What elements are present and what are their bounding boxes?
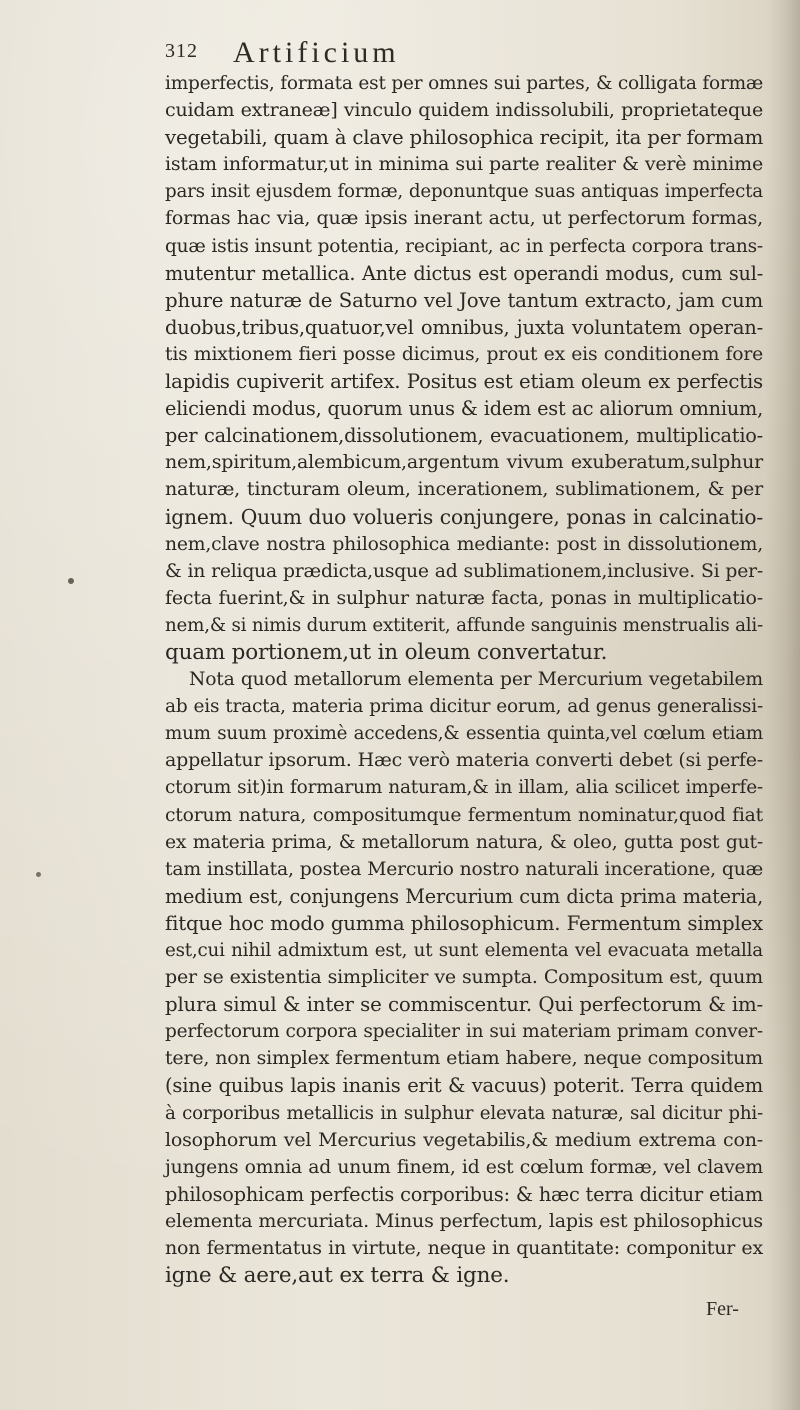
text-line: tam instillata, postea Mercurio nostro naturali inceratione, quæ [165,858,763,880]
text-line: vegetabili, quam à clave philosophica recipit, ita per formam [165,126,764,150]
text-line: non fermentatus in virtute, neque in quantitate: componitur ex [165,1237,763,1260]
page-header [165,36,725,70]
text-line: philosophicam perfectis corporibus: & hæc terra dicitur etiam [165,1182,763,1206]
text-line: appellatur ipsorum. Hæc verò materia converti debet (si perfe- [165,749,763,772]
text-line: tis mixtionem fieri posse dicimus, prout ex eis conditionem fore [165,343,763,365]
ink-spot [36,872,41,877]
text-line: imperfectis, formata est per omnes sui partes, & colligata formæ [165,73,764,94]
text-line: quæ istis insunt potentia, recipiant, ac in perfecta corpora trans- [165,235,763,257]
text-line: ignem. Quum duo volueris conjungere, ponas in calcinatio- [165,504,763,529]
text-line: mutentur metallica. Ante dictus est operandi modus, cum sul- [165,261,763,285]
page-number: 312 [165,40,198,62]
text-line: mum suum proximè accedens,& essentia quinta,vel cœlum etiam [165,723,763,745]
paragraph-1 [165,70,763,666]
text-line: naturæ, tincturam oleum, incerationem, sublimationem, & per [165,478,763,501]
text-line: quam portionem,ut in oleum convertatur. [165,639,608,665]
text-line: est,cui nihil admixtum est, ut sunt elementa vel evacuata metalla [165,940,763,961]
text-line: (sine quibus lapis inanis erit & vacuus) poterit. Terra quidem [165,1074,763,1098]
running-title: Artificium [233,36,400,69]
text-line: igne & aere,aut ex terra & igne. [165,1263,510,1289]
text-line: fitque hoc modo gumma philosophicum. Fermentum simplex [165,911,763,935]
text-line: cuidam extraneæ] vinculo quidem indissolubili, proprietateque [165,99,763,122]
text-line: duobus,tribus,quatuor,vel omnibus, juxta voluntatem operan- [165,315,763,339]
text-line: phure naturæ de Saturno vel Jove tantum extracto, jam cum [165,288,763,312]
text-line: ab eis tracta, materia prima dicitur eorum, ad genus generalissi- [165,696,763,718]
text-line: lapidis cupiverit artifex. Positus est etiam oleum ex perfectis [165,370,763,394]
text-line: pars insit ejusdem formæ, deponuntque suas antiquas imperfecta [165,181,763,203]
text-line: à corporibus metallicis in sulphur elevata naturæ, sal dicitur phi- [165,1102,763,1124]
text-line: & in reliqua prædicta,usque ad sublimationem,inclusive. Si per- [165,560,763,582]
text-line: ex materia prima, & metallorum natura, & oleo, gutta post gut- [165,831,763,853]
text-line: per se existentia simpliciter ve sumpta. Compositum est, quum [165,966,763,989]
text-line: losophorum vel Mercurius vegetabilis,& medium extrema con- [165,1128,763,1151]
text-line: perfectorum corpora specialiter in sui materiam primam conver- [165,1021,763,1043]
text-line: Nota quod metallorum elementa per Mercurium vegetabilem [189,669,763,691]
text-line: fecta fuerint,& in sulphur naturæ facta, ponas in multiplicatio- [165,586,763,609]
text-line: formas hac via, quæ ipsis inerant actu, ut perfectorum formas, [165,207,763,230]
text-line: jungens omnia ad unum finem, id est cœlum formæ, vel clavem [165,1156,763,1178]
text-line: istam informatur,ut in minima sui parte realiter & verè minime [165,153,763,176]
text-line: nem,clave nostra philosophica mediante: post in dissolutionem, [165,533,763,555]
text-line: ctorum sit)in formarum naturam,& in illam, alia scilicet imperfe- [165,777,763,799]
text-line: elementa mercuriata. Minus perfectum, lapis est philosophicus [165,1209,763,1232]
text-line: per calcinationem,dissolutionem, evacuationem, multiplicatio- [165,424,763,448]
paragraph-2 [165,666,763,1289]
catchword: Fer- [706,1298,739,1320]
text-line: plura simul & inter se commiscentur. Qui perfectorum & im- [165,993,763,1017]
text-line: ctorum natura, compositumque fermentum nominatur,quod fiat [165,804,763,826]
gutter-shadow [766,0,800,1410]
text-line: nem,spiritum,alembicum,argentum vivum exuberatum,sulphur [165,451,763,474]
text-line: eliciendi modus, quorum unus & idem est ac aliorum omnium, [165,397,763,421]
text-line: nem,& si nimis durum extiterit, affunde sanguinis menstrualis ali- [165,614,764,636]
text-line: medium est, conjungens Mercurium cum dicta prima materia, [165,884,763,908]
text-line: tere, non simplex fermentum etiam habere, neque compositum [165,1047,763,1070]
body-text [165,70,763,1289]
ink-spot [68,578,74,584]
